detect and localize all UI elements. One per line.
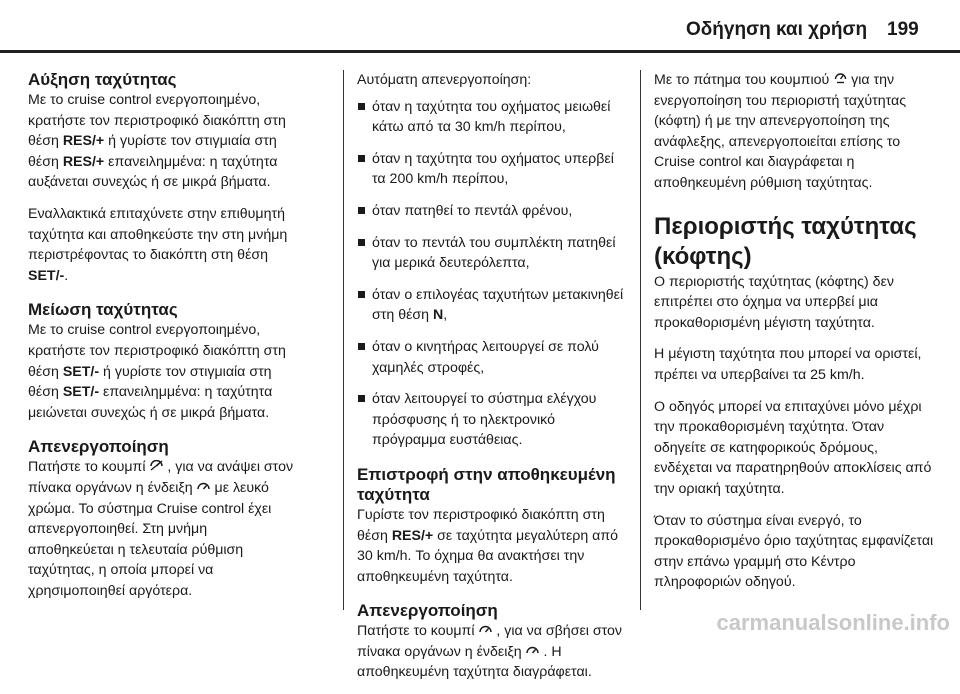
cruise-indicator-icon	[197, 478, 211, 499]
column-right	[654, 70, 938, 604]
heading-restore-speed: Επιστροφή στην αποθηκευμένη ταχύτητα	[357, 464, 616, 504]
column-divider	[343, 70, 344, 610]
list-item: όταν το πεντάλ του συμπλέκτη πατηθεί για μερικά δευτερόλεπτα,	[357, 233, 627, 274]
heading-increase-speed: Αύξηση ταχύτητας	[28, 70, 177, 89]
paragraph-deactivate: Πατήστε το κουμπί , για να ανάψει στον πίνακα οργάνων η ένδειξη με λευκό χρώμα. Το σύστημα Cruise control έχει απενεργοποιηθεί. Στη μνήμη αποθηκεύεται η τελευταία ρύθμιση ταχύτητας, η οποία μπορεί να χρησιμοποιηθεί αργότερα.	[28, 459, 294, 599]
header-rule	[0, 50, 960, 53]
cruise-off-icon	[149, 457, 163, 478]
list-item: όταν ο κινητήρας λειτουργεί σε πολύ χαμηλές στροφές,	[357, 337, 627, 378]
cruise-indicator-icon	[478, 621, 492, 642]
list-item: όταν ο επιλογέας ταχυτήτων μετακινηθεί στη θέση N,	[357, 285, 627, 326]
paragraph-increase-1: Με το cruise control ενεργοποιημένο, κρατήστε τον περιστροφικό διακόπτη στη θέση RES/+ ή γυρίστε τον στιγμιαία στη θέση RES/+ επανειλημμένα: η ταχύτητα αυξάνεται συνεχώς ή σε μικρά βήματα.	[28, 92, 286, 191]
paragraph-limiter-1: Ο περιοριστής ταχύτητας (κόφτης) δεν επιτρέπει στο όχημα να υπερβεί μια προκαθορισμένη μέγιστη ταχύτητα.	[654, 273, 894, 331]
list-item: όταν πατηθεί το πεντάλ φρένου,	[357, 201, 627, 222]
paragraph-limiter-4: Όταν το σύστημα είναι ενεργό, το προκαθορισμένο όριο ταχύτητας εμφανίζεται στην επάνω γραμμή στο Κέντρο πληροφοριών οδηγού.	[654, 512, 934, 591]
paragraph-increase-2: Εναλλακτικά επιταχύνετε στην επιθυμητή ταχύτητα και αποθηκεύστε την στη μνήμη περιστρέφοντας το διακόπτη στη θέση SET/-.	[28, 205, 288, 284]
heading-deactivate-2: Απενεργοποίηση	[357, 601, 498, 621]
watermark: carmanualsonline.info	[716, 610, 950, 635]
speed-limiter-icon	[833, 70, 847, 91]
auto-deactivation-list	[357, 97, 627, 451]
list-item: όταν λειτουργεί το σύστημα ελέγχου πρόσφυσης ή το ηλεκτρονικό πρόγραμμα ευστάθειας.	[357, 389, 627, 451]
paragraph-limiter-3: Ο οδηγός μπορεί να επιταχύνει μόνο μέχρι την προκαθορισμένη ταχύτητα. Όταν οδηγείτε σε κατηφορικούς δρόμους, ενδέχεται να παρατηρηθούν αποκλίσεις από την οριακή ταχύτητα.	[654, 398, 932, 497]
column-middle	[357, 70, 627, 694]
list-item: όταν η ταχύτητα του οχήματος μειωθεί κάτω από τα 30 km/h περίπου,	[357, 97, 627, 138]
list-item: όταν η ταχύτητα του οχήματος υπερβεί τα 200 km/h περίπου,	[357, 149, 627, 190]
heading-speed-limiter: Περιοριστής ταχύτητας (κόφτης)	[654, 212, 917, 270]
auto-deactivation-intro: Αυτόματη απενεργοποίηση:	[357, 72, 532, 88]
page-number: 199	[887, 19, 919, 40]
paragraph-limiter-2: Η μέγιστη ταχύτητα που μπορεί να οριστεί, πρέπει να υπερβαίνει τα 25 km/h.	[654, 346, 922, 383]
paragraph-deactivate-2: Πατήστε το κουμπί , για να σβήσει στον πίνακα οργάνων η ένδειξη . Η αποθηκευμένη ταχύτητα διαγράφεται.	[357, 623, 623, 681]
heading-decrease-speed: Μείωση ταχύτητας	[28, 300, 178, 320]
column-left	[28, 70, 296, 612]
page-header-title: Οδήγηση και χρήση	[686, 19, 868, 40]
paragraph-limiter-top: Με το πάτημα του κουμπιού για την ενεργοποίηση του περιοριστή ταχύτητας (κόφτη) ή με την απενεργοποίηση της ανάφλεξης, απενεργοποιείται επίσης το Cruise control και διαγράφεται η αποθηκευμένη ρύθμιση ταχύτητας.	[654, 72, 907, 191]
column-divider	[640, 70, 641, 610]
paragraph-restore: Γυρίστε τον περιστροφικό διακόπτη στη θέση RES/+ σε ταχύτητα μεγαλύτερη από 30 km/h. Το όχημα θα ανακτήσει την αποθηκευμένη ταχύτητα.	[357, 506, 619, 585]
heading-deactivate: Απενεργοποίηση	[28, 437, 169, 457]
paragraph-decrease: Με το cruise control ενεργοποιημένο, κρατήστε τον περιστροφικό διακόπτη στη θέση SET/- ή γυρίστε τον στιγμιαία στη θέση SET/- επανειλημμένα: η ταχύτητα μειώνεται συνεχώς ή σε μικρά βήματα.	[28, 322, 286, 421]
cruise-indicator-icon	[526, 642, 540, 663]
